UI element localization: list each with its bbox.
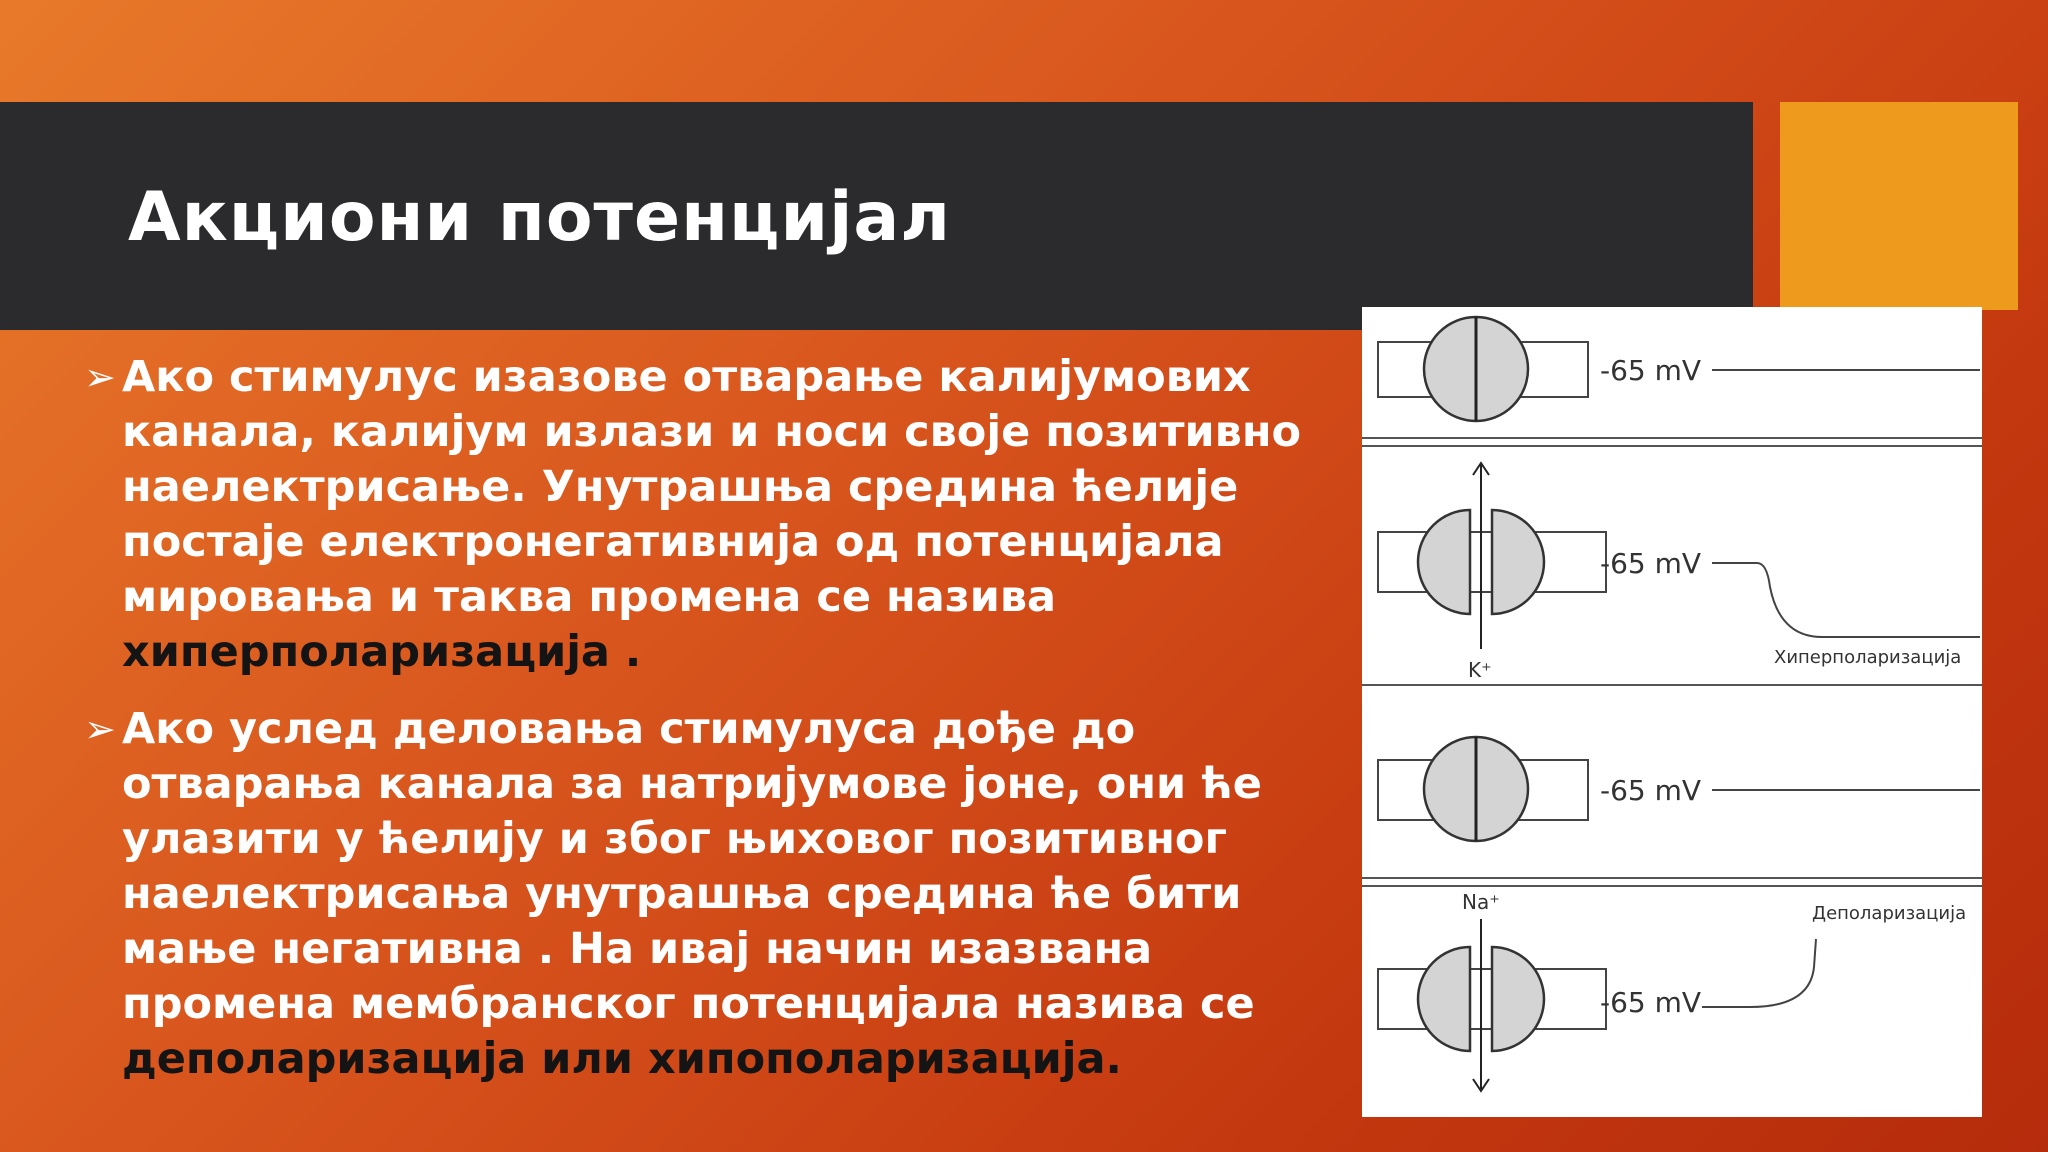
accent-box: [1780, 102, 2018, 310]
channel-half-left: [1418, 510, 1470, 614]
channel-half-left: [1418, 947, 1470, 1051]
ion-channel-figure: [1362, 307, 1982, 1117]
arrow-bullet-icon: ➢: [84, 355, 116, 399]
panel-resting-2: [1378, 737, 1980, 841]
panel-hyperpolarization: [1378, 463, 1980, 682]
voltage-label: -65 mV: [1600, 774, 1702, 807]
ion-channel-diagram: [1362, 307, 1982, 1117]
bullet-text: Ако стимулус изазове отварање калијумових канала, калијум излази и носи своје позитивно наелектрисање. Унутрашња средина ћелије постаје електронегативнија од потенцијала мировања и таква промена се назива: [122, 352, 1302, 622]
channel-half-right: [1492, 510, 1544, 614]
panel-resting: [1378, 317, 1980, 421]
bullet-hyperpolarization: [84, 350, 1334, 680]
depolarization-label: Деполаризација: [1812, 903, 1967, 924]
ion-label: Na⁺: [1462, 890, 1500, 914]
depolarization-trace: [1702, 939, 1816, 1007]
voltage-label: -65 mV: [1600, 547, 1702, 580]
bullet-list: [84, 350, 1334, 1109]
bullet-depolarization: [84, 702, 1334, 1087]
hyperpolarization-label: Хиперполаризација: [1774, 647, 1962, 668]
ion-label: K⁺: [1468, 658, 1492, 682]
slide-title: Акциони потенцијал: [128, 178, 952, 257]
bullet-text: Ако услед деловања стимулуса дође до отварања канала за натријумове јоне, они ће улазити у ћелију и због њиховог позитивног наелектрисања унутрашња средина ће бити мање негативна . На ивај начин изазвана промена мембранског потенцијала назива се: [122, 704, 1262, 1029]
panel-depolarization: [1378, 890, 1966, 1091]
channel-half-right: [1492, 947, 1544, 1051]
voltage-label: -65 mV: [1600, 354, 1702, 387]
voltage-label: -65 mV: [1600, 986, 1702, 1019]
bullet-term: хиперполаризација .: [122, 627, 642, 677]
hyperpolarization-trace: [1712, 563, 1980, 637]
bullet-term: деполаризација или хипополаризација.: [122, 1034, 1122, 1084]
arrow-bullet-icon: ➢: [84, 707, 116, 751]
